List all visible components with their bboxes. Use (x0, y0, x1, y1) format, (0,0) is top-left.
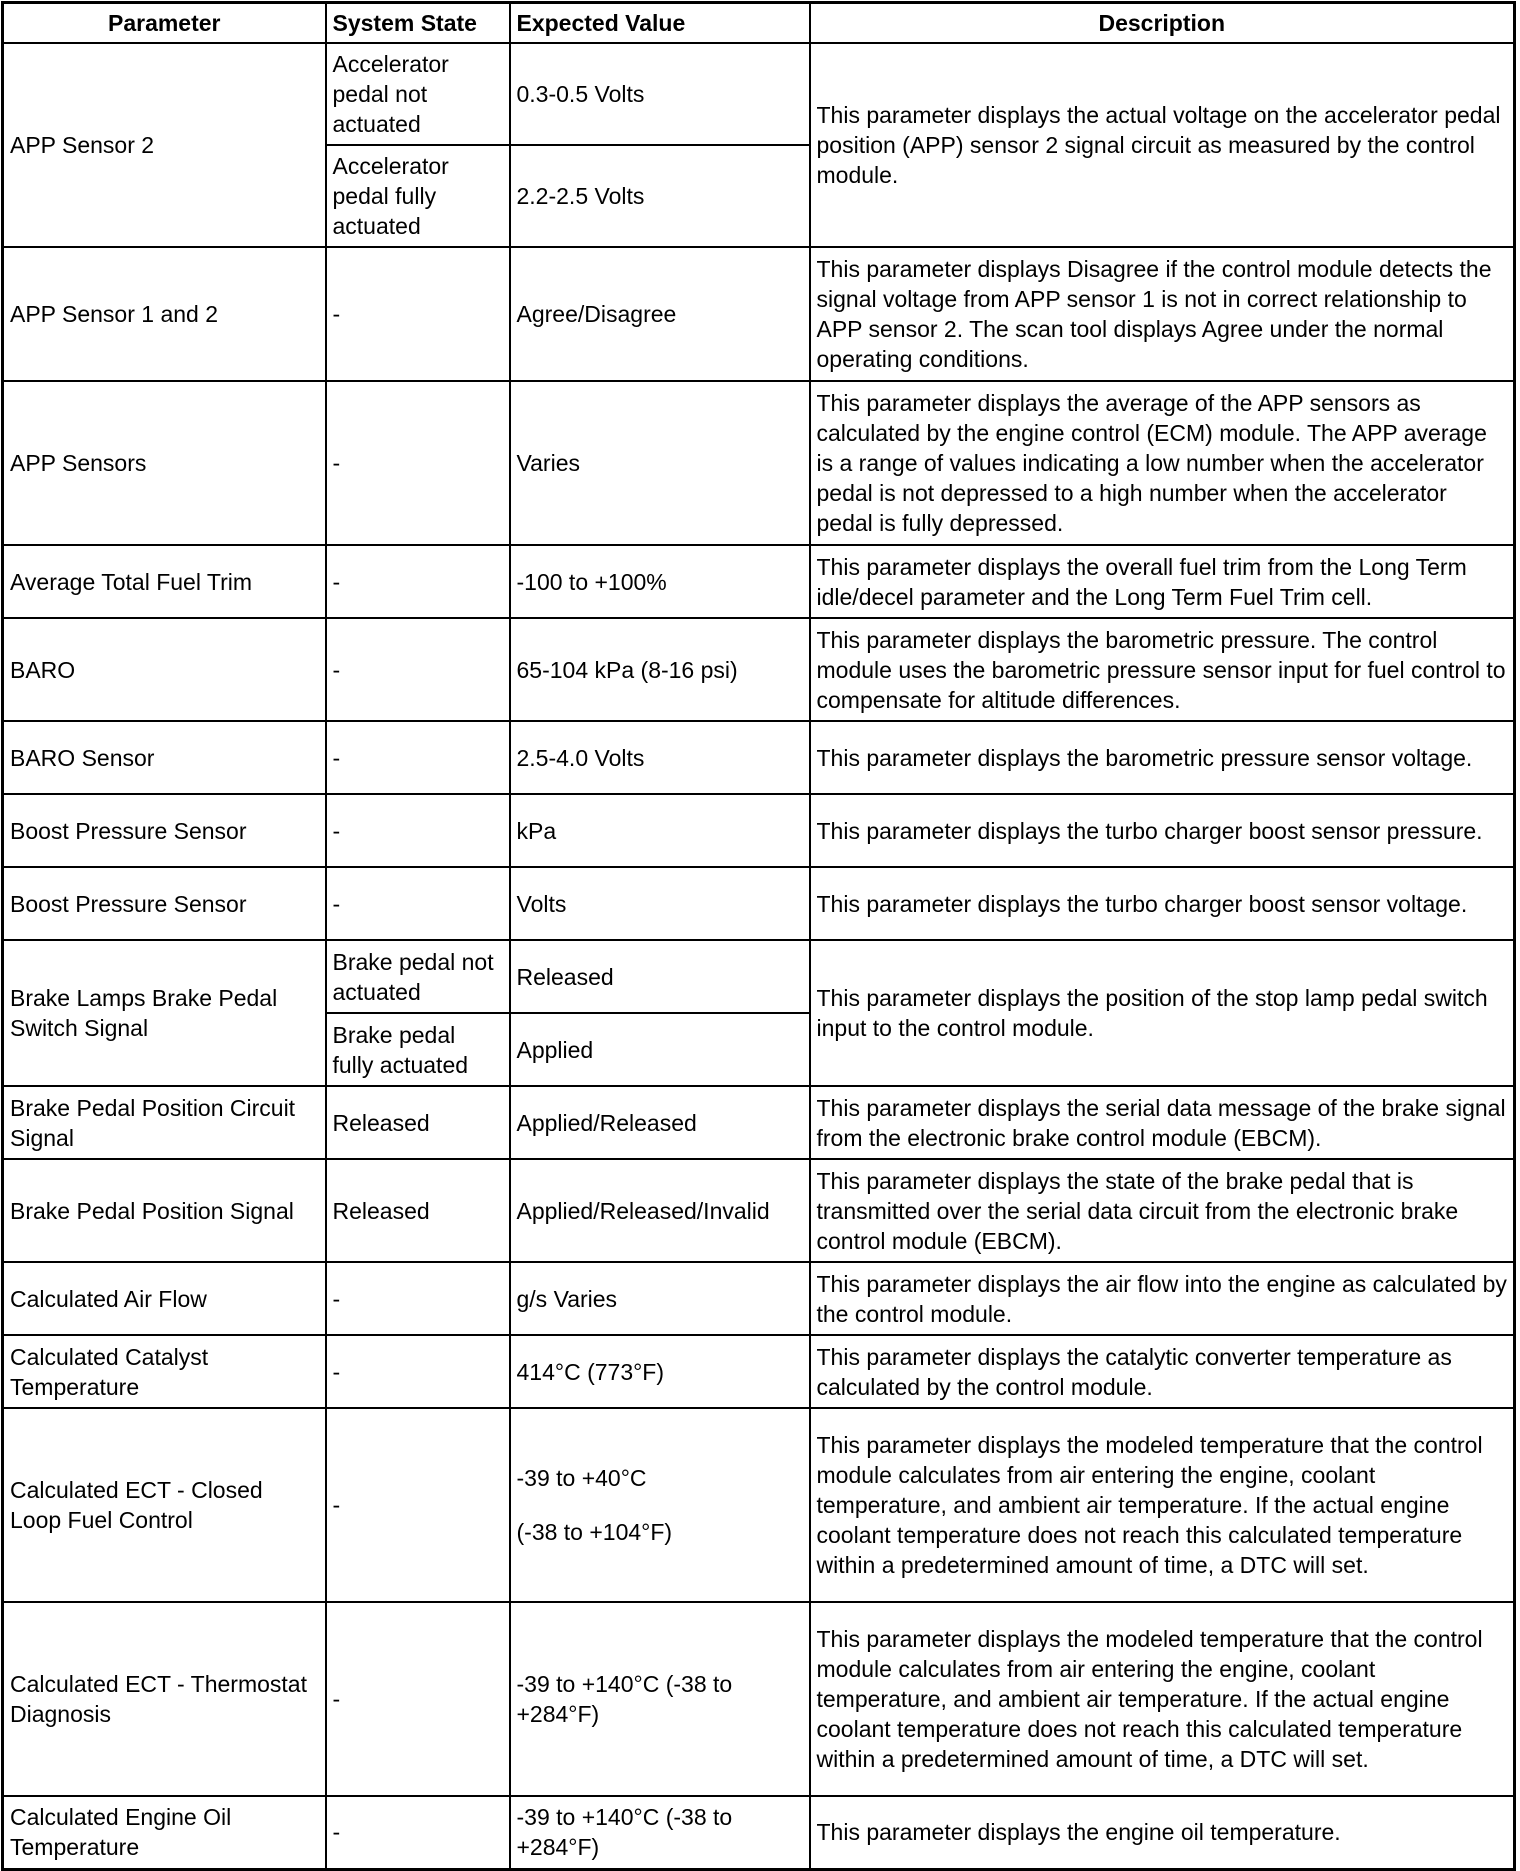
system-state-cell: Brake pedal not actuated (326, 940, 510, 1013)
table-row (3, 1262, 1515, 1335)
table-row (3, 618, 1515, 721)
expected-value-cell: 0.3-0.5 Volts (510, 43, 810, 145)
parameter-cell: APP Sensors (3, 381, 326, 545)
header-parameter: Parameter (3, 3, 326, 44)
system-state-cell: - (326, 794, 510, 867)
system-state-cell: Accelerator pedal fully actuated (326, 145, 510, 247)
description-cell: This parameter displays the barometric pressure sensor voltage. (810, 721, 1515, 794)
table-row (3, 545, 1515, 618)
table-row (3, 1796, 1515, 1869)
system-state-cell: Brake pedal fully actuated (326, 1013, 510, 1086)
expected-value-cell: Volts (510, 867, 810, 940)
parameter-cell: BARO Sensor (3, 721, 326, 794)
table-row (3, 1086, 1515, 1159)
description-cell: This parameter displays the barometric pressure. The control module uses the barometric pressure sensor input for fuel control to compensate for altitude differences. (810, 618, 1515, 721)
expected-value-cell: kPa (510, 794, 810, 867)
system-state-cell: - (326, 721, 510, 794)
table-row (3, 1408, 1515, 1602)
parameter-cell: Brake Lamps Brake Pedal Switch Signal (3, 940, 326, 1086)
expected-value-cell: 2.2-2.5 Volts (510, 145, 810, 247)
header-row (3, 3, 1515, 44)
parameter-cell: Boost Pressure Sensor (3, 867, 326, 940)
description-cell: This parameter displays the serial data message of the brake signal from the electronic brake control module (EBCM). (810, 1086, 1515, 1159)
expected-value-cell: -100 to +100% (510, 545, 810, 618)
system-state-cell: - (326, 1335, 510, 1408)
table-row (3, 794, 1515, 867)
description-cell: This parameter displays the turbo charger boost sensor pressure. (810, 794, 1515, 867)
header-description: Description (810, 3, 1515, 44)
description-cell: This parameter displays the air flow into the engine as calculated by the control module. (810, 1262, 1515, 1335)
description-cell: This parameter displays the actual voltage on the accelerator pedal position (APP) sensor 2 signal circuit as measured by the control module. (810, 43, 1515, 247)
table-row (3, 247, 1515, 381)
table-row (3, 43, 1515, 145)
system-state-cell: Released (326, 1086, 510, 1159)
expected-value-line: (-38 to +104°F) (516, 1519, 673, 1545)
line-gap (517, 1493, 803, 1517)
parameter-table (1, 1, 1516, 1871)
system-state-cell: - (326, 381, 510, 545)
parameter-cell: Calculated Air Flow (3, 1262, 326, 1335)
expected-value-cell: 414°C (773°F) (510, 1335, 810, 1408)
system-state-cell: - (326, 247, 510, 381)
system-state-cell: - (326, 545, 510, 618)
expected-value-cell: 2.5-4.0 Volts (510, 721, 810, 794)
expected-value-line: -39 to +40°C (516, 1465, 647, 1491)
expected-value-cell: -39 to +140°C (-38 to +284°F) (510, 1602, 810, 1796)
description-cell: This parameter displays the modeled temperature that the control module calculates from air entering the engine, coolant temperature, and ambient air temperature. If the actual engine coolant temperature does not reach this calculated temperature within a predetermined amount of time, a DTC will set. (810, 1408, 1515, 1602)
system-state-cell: - (326, 1602, 510, 1796)
expected-value-cell: g/s Varies (510, 1262, 810, 1335)
system-state-cell: Released (326, 1159, 510, 1262)
parameter-cell: Calculated ECT - Closed Loop Fuel Control (3, 1408, 326, 1602)
system-state-cell: - (326, 867, 510, 940)
parameter-cell: Boost Pressure Sensor (3, 794, 326, 867)
description-cell: This parameter displays the state of the brake pedal that is transmitted over the serial data circuit from the electronic brake control module (EBCM). (810, 1159, 1515, 1262)
system-state-cell: - (326, 1796, 510, 1869)
table-row (3, 940, 1515, 1013)
parameter-cell: Calculated ECT - Thermostat Diagnosis (3, 1602, 326, 1796)
expected-value-cell: Released (510, 940, 810, 1013)
expected-value-cell: Agree/Disagree (510, 247, 810, 381)
description-cell: This parameter displays the overall fuel trim from the Long Term idle/decel parameter and the Long Term Fuel Trim cell. (810, 545, 1515, 618)
expected-value-cell: Varies (510, 381, 810, 545)
parameter-cell: Average Total Fuel Trim (3, 545, 326, 618)
expected-value-cell: Applied/Released (510, 1086, 810, 1159)
expected-value-cell (510, 1408, 810, 1602)
system-state-cell: - (326, 1408, 510, 1602)
header-expected-value: Expected Value (510, 3, 810, 44)
table-row (3, 381, 1515, 545)
system-state-cell: - (326, 618, 510, 721)
parameter-cell: APP Sensor 2 (3, 43, 326, 247)
system-state-cell: - (326, 1262, 510, 1335)
parameter-cell: Brake Pedal Position Circuit Signal (3, 1086, 326, 1159)
table-row (3, 1159, 1515, 1262)
table-row (3, 867, 1515, 940)
description-cell: This parameter displays the position of the stop lamp pedal switch input to the control module. (810, 940, 1515, 1086)
description-cell: This parameter displays the modeled temperature that the control module calculates from air entering the engine, coolant temperature, and ambient air temperature. If the actual engine coolant temperature does not reach this calculated temperature within a predetermined amount of time, a DTC will set. (810, 1602, 1515, 1796)
description-cell: This parameter displays the turbo charger boost sensor voltage. (810, 867, 1515, 940)
expected-value-cell: Applied (510, 1013, 810, 1086)
description-cell: This parameter displays the catalytic converter temperature as calculated by the control module. (810, 1335, 1515, 1408)
header-system-state: System State (326, 3, 510, 44)
parameter-cell: Brake Pedal Position Signal (3, 1159, 326, 1262)
parameter-cell: Calculated Engine Oil Temperature (3, 1796, 326, 1869)
table-row (3, 721, 1515, 794)
table-row (3, 1335, 1515, 1408)
expected-value-cell: 65-104 kPa (8-16 psi) (510, 618, 810, 721)
description-cell: This parameter displays the engine oil temperature. (810, 1796, 1515, 1869)
expected-value-cell: -39 to +140°C (-38 to +284°F) (510, 1796, 810, 1869)
system-state-cell: Accelerator pedal not actuated (326, 43, 510, 145)
table-row (3, 1602, 1515, 1796)
parameter-cell: APP Sensor 1 and 2 (3, 247, 326, 381)
parameter-cell: BARO (3, 618, 326, 721)
description-cell: This parameter displays Disagree if the control module detects the signal voltage from APP sensor 1 is not in correct relationship to APP sensor 2. The scan tool displays Agree under the normal operating conditions. (810, 247, 1515, 381)
parameter-cell: Calculated Catalyst Temperature (3, 1335, 326, 1408)
expected-value-cell: Applied/Released/Invalid (510, 1159, 810, 1262)
description-cell: This parameter displays the average of the APP sensors as calculated by the engine control (ECM) module. The APP average is a range of values indicating a low number when the accelerator pedal is not depressed to a high number when the accelerator pedal is fully depressed. (810, 381, 1515, 545)
